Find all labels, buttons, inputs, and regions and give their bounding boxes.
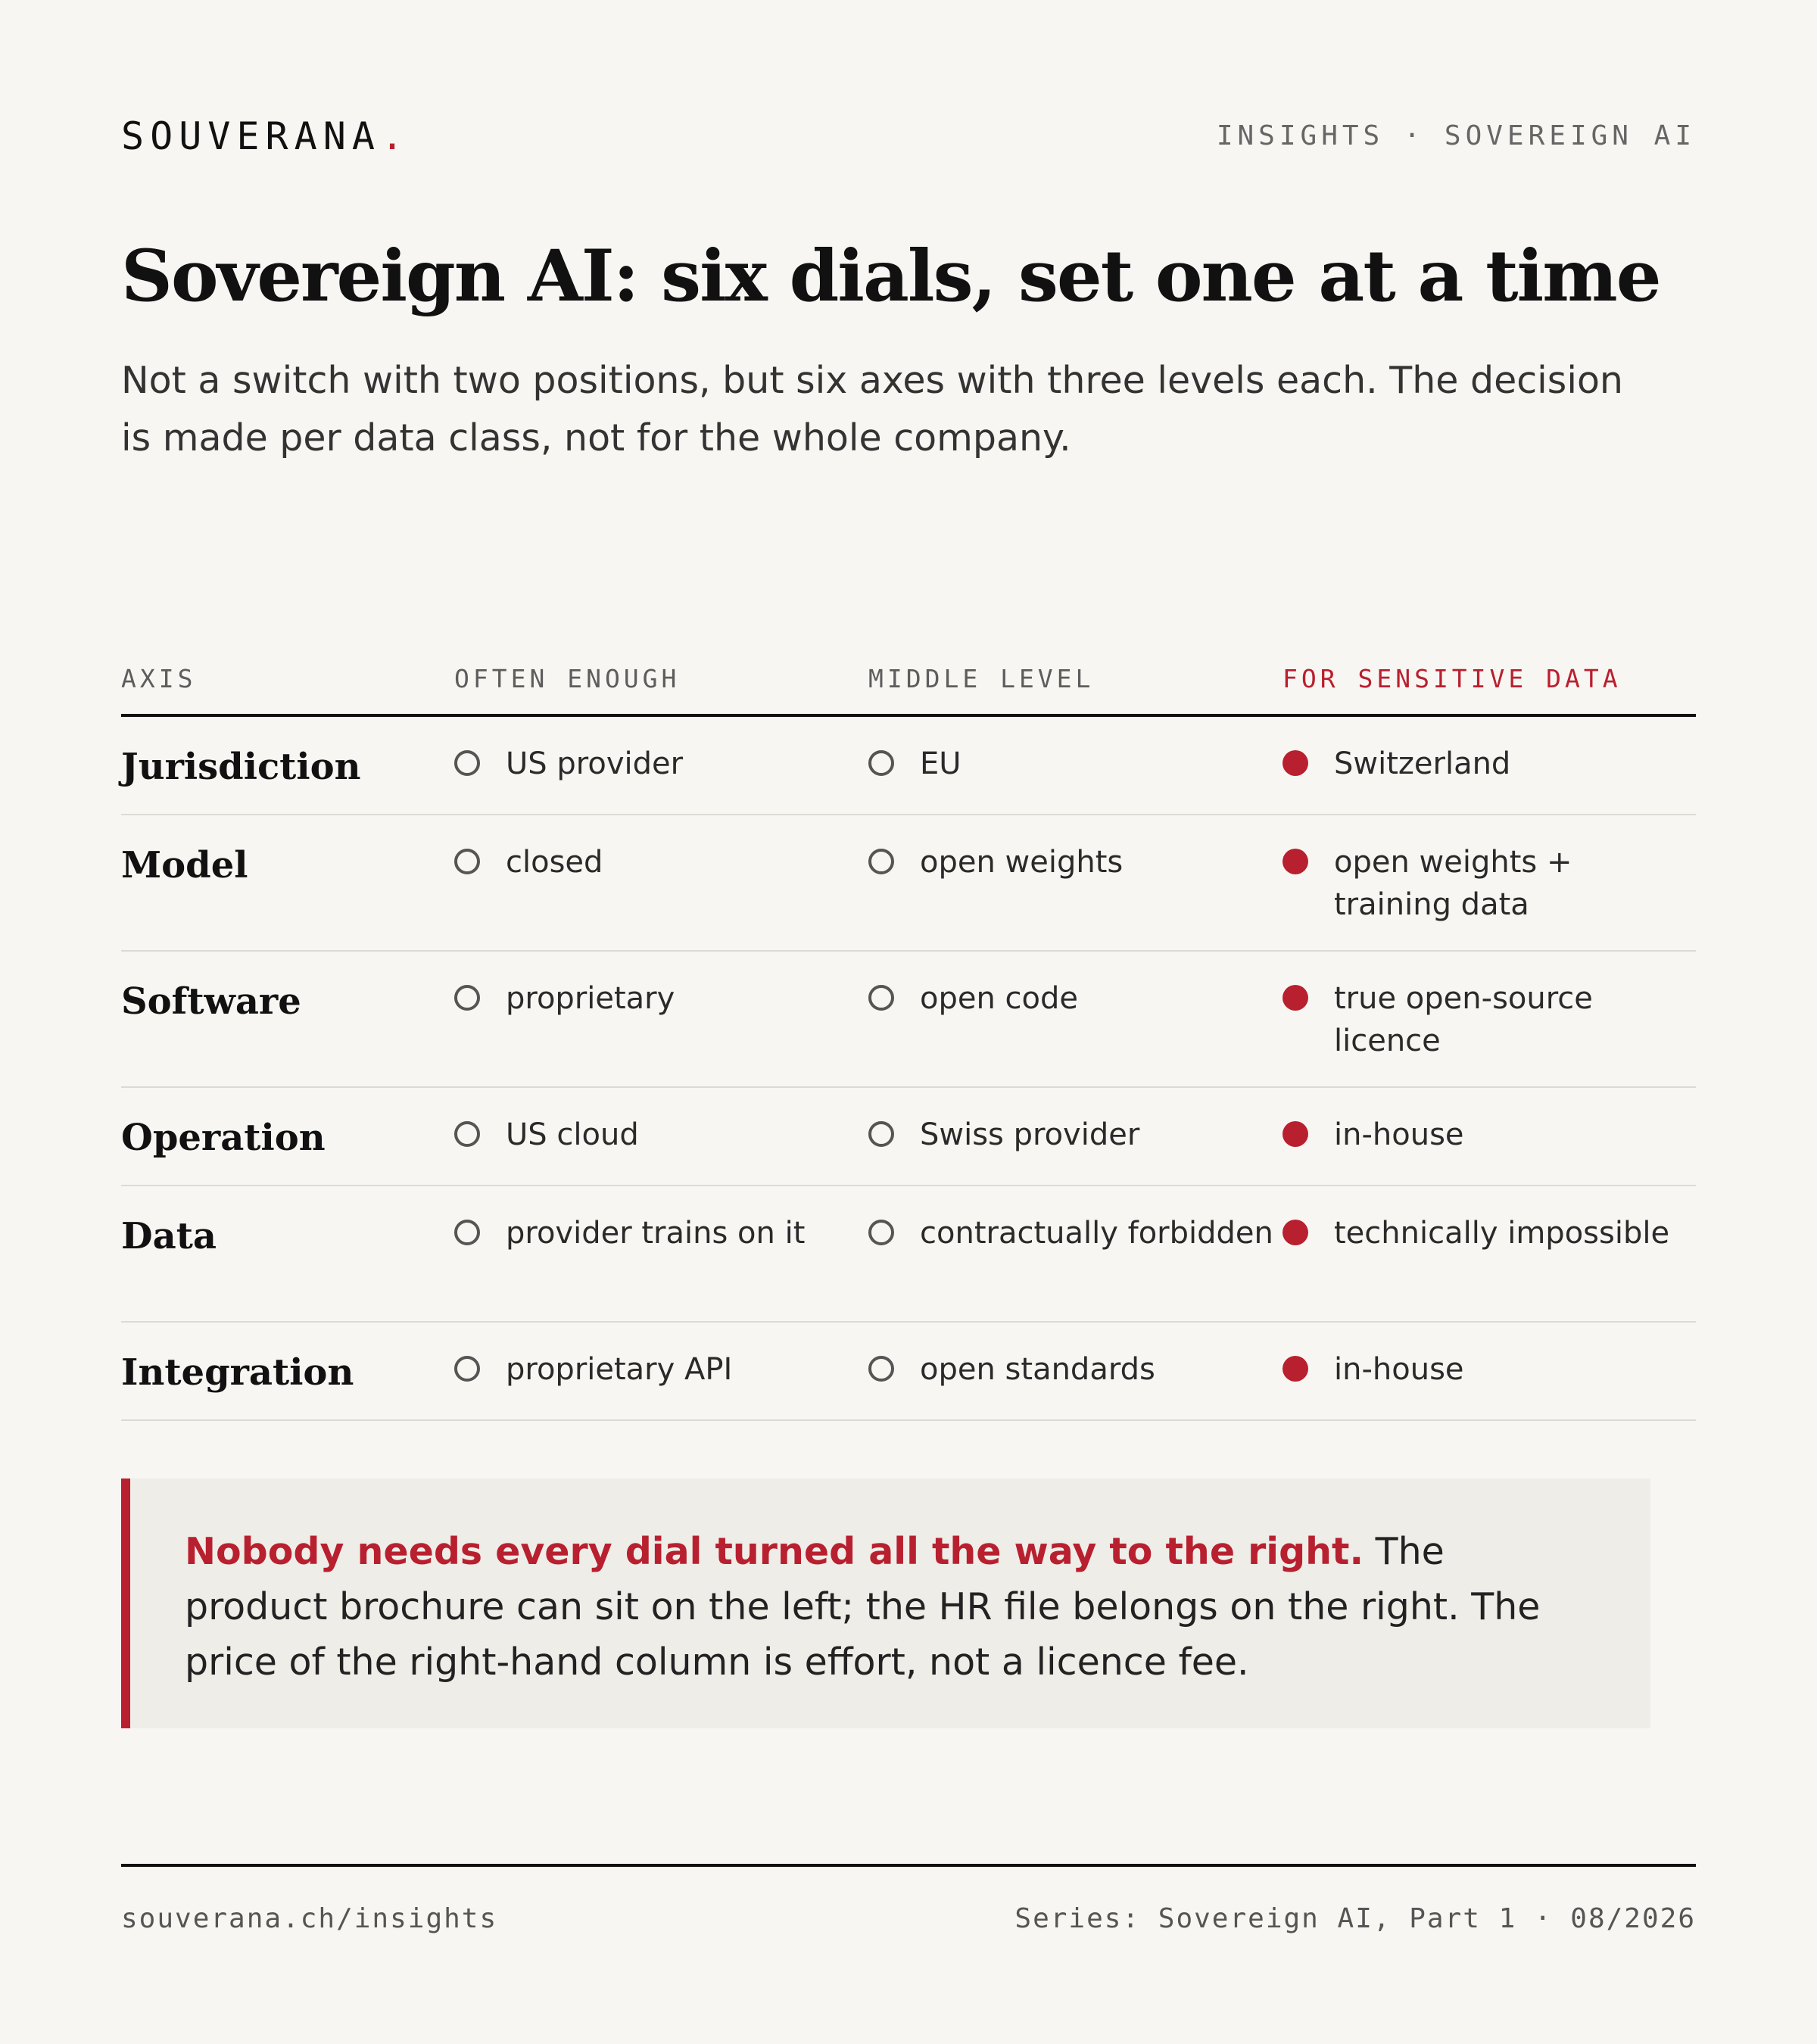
page-title: Sovereign AI: six dials, set one at a time — [121, 235, 1660, 318]
cell-text: Swiss provider — [920, 1117, 1140, 1152]
table-header — [121, 659, 1696, 717]
cell-text: Switzerland — [1334, 746, 1511, 781]
header-sensitive-data: FOR SENSITIVE DATA — [1282, 664, 1622, 693]
table-row — [121, 1323, 1696, 1421]
brand-dot: . — [380, 114, 410, 158]
cell-text: proprietary API — [506, 1352, 733, 1387]
cell-text: contractually forbidden — [920, 1216, 1273, 1251]
kicker — [1217, 114, 1696, 159]
empty-circle-icon — [454, 1220, 480, 1245]
cell-text: open weights — [920, 845, 1124, 880]
table-row — [121, 952, 1696, 1088]
filled-circle-icon — [1282, 750, 1308, 776]
kicker-section: INSIGHTS — [1216, 120, 1385, 151]
cell-text: provider trains on it — [506, 1216, 806, 1251]
filled-circle-icon — [1282, 849, 1308, 874]
filled-circle-icon — [1282, 1121, 1308, 1147]
callout-text — [185, 1524, 1560, 1690]
header-middle-level: MIDDLE LEVEL — [868, 664, 1095, 693]
callout-box — [121, 1478, 1650, 1728]
cell-text: US cloud — [506, 1117, 639, 1152]
filled-circle-icon — [1282, 1356, 1308, 1382]
empty-circle-icon — [868, 849, 894, 874]
empty-circle-icon — [454, 985, 480, 1011]
table-row — [121, 717, 1696, 815]
footer-divider — [121, 1864, 1696, 1867]
footer-series: Series: Sovereign AI, Part 1 · 08/2026 — [1014, 1903, 1696, 1934]
axis-name: Integration — [121, 1351, 354, 1394]
header-often-enough: OFTEN ENOUGH — [454, 664, 681, 693]
header-axis: AXIS — [121, 664, 197, 693]
axis-name: Data — [121, 1215, 217, 1257]
cell-text: EU — [920, 746, 961, 781]
table-row — [121, 1186, 1696, 1323]
filled-circle-icon — [1282, 1220, 1308, 1245]
cell-text: open code — [920, 981, 1079, 1016]
axis-name: Jurisdiction — [121, 746, 361, 788]
kicker-separator: · — [1404, 120, 1425, 151]
cell-text: open standards — [920, 1352, 1155, 1387]
cell-text: in-house — [1334, 1117, 1464, 1152]
kicker-topic: SOVEREIGN AI — [1444, 120, 1696, 151]
empty-circle-icon — [868, 985, 894, 1011]
axis-name: Software — [121, 980, 301, 1023]
table-row — [121, 1088, 1696, 1186]
cell-text: closed — [506, 845, 603, 880]
callout-body: The product brochure can sit on the left; the HR file belongs on the right. The price of the right-hand column is effort, not a licence fee. — [185, 1530, 1541, 1684]
table-row — [121, 815, 1696, 952]
cell-text: true open-source licence — [1334, 981, 1593, 1058]
dials-table — [121, 659, 1696, 1421]
axis-name: Operation — [121, 1117, 326, 1159]
empty-circle-icon — [454, 1356, 480, 1382]
insight-card — [121, 0, 1696, 2044]
empty-circle-icon — [868, 1356, 894, 1382]
axis-name: Model — [121, 844, 248, 886]
brand-name: SOUVERANA — [121, 114, 381, 158]
page-subtitle: Not a switch with two positions, but six axes with three levels each. The decision is made per data class, not for the whole company. — [121, 359, 1623, 460]
footer-url[interactable]: souverana.ch/insights — [121, 1903, 498, 1934]
filled-circle-icon — [1282, 985, 1308, 1011]
cell-text: proprietary — [506, 981, 675, 1016]
empty-circle-icon — [868, 1121, 894, 1147]
empty-circle-icon — [868, 750, 894, 776]
empty-circle-icon — [454, 1121, 480, 1147]
cell-text: in-house — [1334, 1352, 1464, 1387]
empty-circle-icon — [454, 849, 480, 874]
cell-text: open weights + training data — [1334, 845, 1572, 922]
empty-circle-icon — [868, 1220, 894, 1245]
cell-text: US provider — [506, 746, 684, 781]
header — [121, 114, 1696, 159]
callout-lead: Nobody needs every dial turned all the way to the right. — [185, 1530, 1364, 1573]
cell-text: technically impossible — [1334, 1216, 1670, 1251]
brand-logo[interactable] — [121, 114, 410, 159]
empty-circle-icon — [454, 750, 480, 776]
